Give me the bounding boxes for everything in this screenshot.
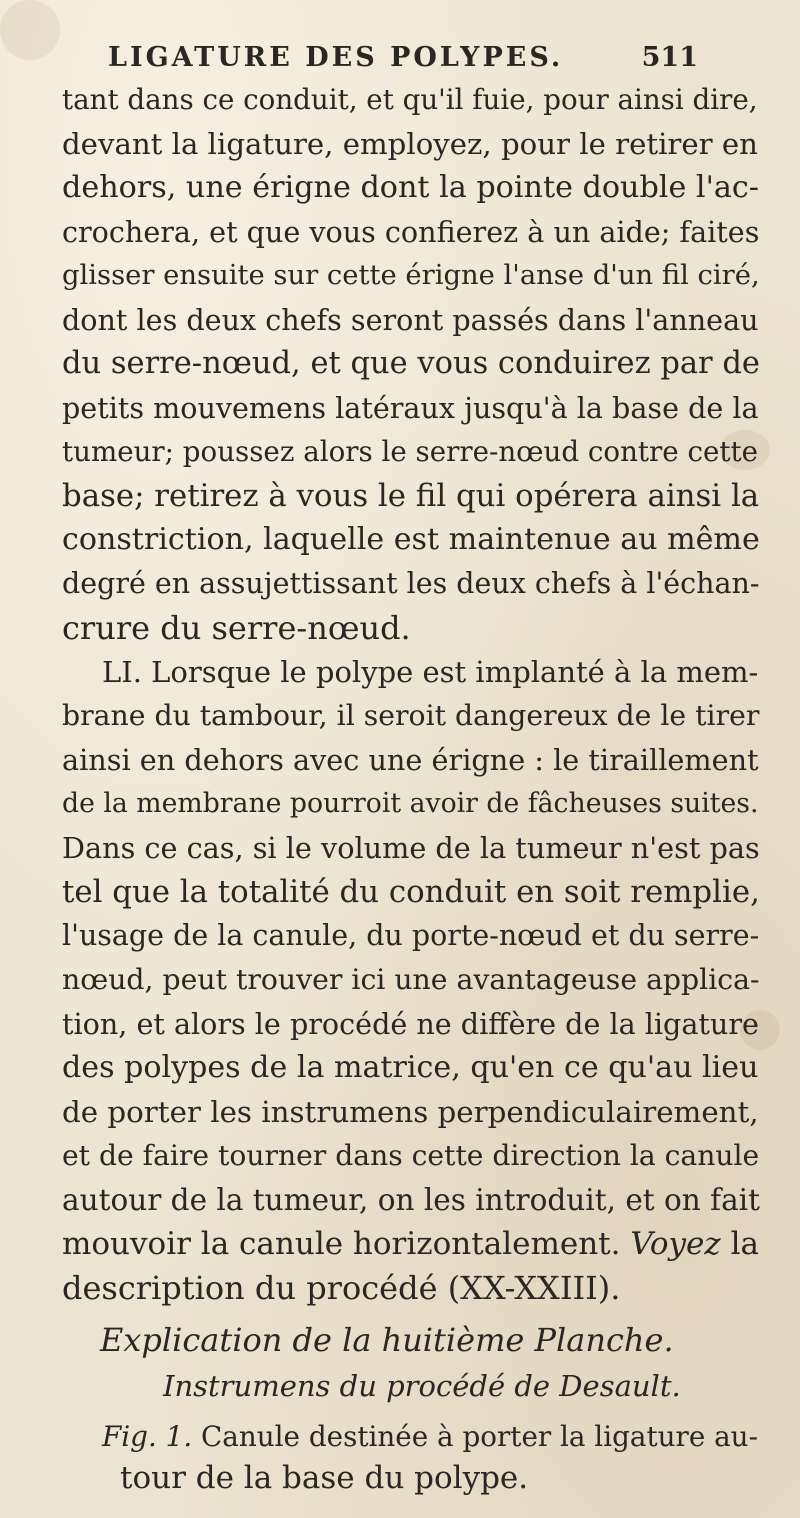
text-line: autour de la tumeur, on les introduit, et on fait: [62, 1183, 760, 1217]
text-line: tion, et alors le procédé ne diffère de la ligature: [62, 1007, 759, 1041]
text-line: et de faire tourner dans cette direction la canule: [62, 1139, 760, 1172]
text-line: tant dans ce conduit, et qu'il fuie, pour ainsi dire,: [62, 83, 758, 116]
running-title: LIGATURE DES POLYPES.: [108, 42, 564, 73]
text-line: [62, 1222, 759, 1266]
text-line: description du procédé (XX-XXIII).: [62, 1269, 621, 1307]
text-line: petits mouvemens latéraux jusqu'à la base de la: [62, 391, 759, 425]
text-line: Dans ce cas, si le volume de la tumeur n'est pas: [62, 831, 760, 865]
text-span: la: [730, 1226, 760, 1262]
text-line: brane du tambour, il seroit dangereux de le tirer: [62, 699, 760, 732]
text-line: de la membrane pourroit avoir de fâcheuses suites.: [62, 788, 759, 819]
page-header: [108, 42, 698, 82]
text-line: base; retirez à vous le fil qui opérera ainsi la: [62, 478, 760, 514]
text-line: tel que la totalité du conduit en soit remplie,: [62, 874, 760, 910]
figure-label: Fig. 1.: [102, 1420, 193, 1453]
text-line: tumeur; poussez alors le serre-nœud contre cette: [62, 435, 758, 468]
text-line: ainsi en dehors avec une érigne : le tiraillement: [62, 743, 759, 777]
text-span: mouvoir la canule horizontalement.: [62, 1226, 621, 1262]
text-line: devant la ligature, employez, pour le retirer en: [62, 127, 758, 161]
text-line: nœud, peut trouver ici une avantageuse applica-: [62, 963, 760, 996]
text-line: degré en assujettissant les deux chefs à l'échan-: [62, 567, 760, 600]
text-line: constriction, laquelle est maintenue au même: [62, 522, 760, 557]
section-heading: Explication de la huitième Planche.: [100, 1321, 674, 1359]
text-line: du serre-nœud, et que vous conduirez par de: [62, 346, 760, 381]
text-span-italic: Voyez: [630, 1226, 721, 1262]
figure-caption-text: Canule destinée à porter la ligature au-: [201, 1420, 758, 1453]
page-number: 511: [641, 42, 698, 73]
text-line: des polypes de la matrice, qu'en ce qu'au lieu: [62, 1050, 759, 1085]
figure-caption-line: [102, 1420, 758, 1453]
paper-stain: [0, 0, 60, 60]
figure-caption-line: tour de la base du polype.: [120, 1460, 529, 1496]
text-line: de porter les instrumens perpendiculairement,: [62, 1095, 759, 1129]
text-line: LI. Lorsque le polype est implanté à la mem-: [102, 655, 759, 689]
text-line: dehors, une érigne dont la pointe double l'ac-: [62, 170, 759, 205]
text-line: dont les deux chefs seront passés dans l'anneau: [62, 303, 759, 337]
text-line: l'usage de la canule, du porte-nœud et du serre-: [62, 919, 760, 952]
text-line: crochera, et que vous confierez à un aide; faites: [62, 215, 760, 249]
text-line: glisser ensuite sur cette érigne l'anse d'un fil ciré,: [62, 260, 760, 291]
text-line: crure du serre-nœud.: [62, 609, 411, 647]
section-subheading: Instrumens du procédé de Desault.: [163, 1369, 681, 1403]
